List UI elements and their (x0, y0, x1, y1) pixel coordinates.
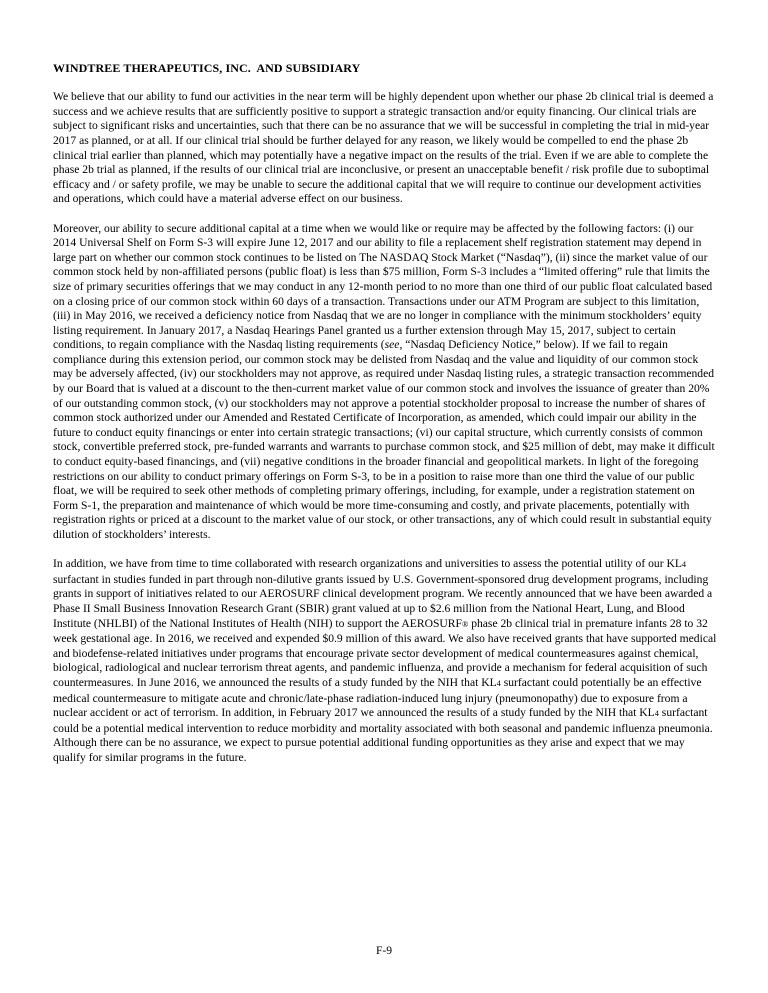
document-body (53, 61, 717, 766)
paragraph-funding-dependence: We believe that our ability to fund our activities in the near term will be highly dependent upon whether our phase 2b clinical trial is deemed a success and we achieve results that are sufficiently positive to support a strategic transaction and/or equity financing. Our clinical trials are subject to significant risks and uncertainties, such that there can be no assurance that we will be successful in completing the trial in mid-year 2017 as planned, or at all. If our clinical trial should be further delayed for any reason, we likely would be compelled to end the phase 2b clinical trial earlier than planned, which may potentially have a negative impact on the results of the trial. Even if we are able to complete the phase 2b trial as planned, if the results of our clinical trial are inconclusive, or present an unacceptable benefit / risk profile due to suboptimal efficacy and / or safety profile, we may be unable to secure the additional capital that we will require to continue our development activities and operations, which could have a material adverse effect on our business. (53, 90, 714, 206)
page-number: F-9 (375, 944, 393, 957)
paragraph-grants-collaboration: In addition, we have from time to time collaborated with research organizations and universities to assess the potential utility of our KL4 surfactant in studies funded in part through non-dilutive grants issued by U.S. Government-sponsored drug development programs, including grants in support of initiatives related to our AEROSURF clinical development program. We recently announced that we have been awarded a Phase II Small Business Innovation Research Grant (SBIR) grant valued at up to $2.6 million from the National Heart, Lung, and Blood Institute (NHLBI) of the National Institutes of Health (NIH) to support the AEROSURF® phase 2b clinical trial in premature infants 28 to 32 week gestational age. In 2016, we received and expended $0.9 million of this award. We also have received grants that have supported medical and biodefense-related initiatives under programs that encourage private sector development of medical countermeasures against chemical, biological, radiological and nuclear terrorism threat agents, and pandemic influenza, and provide a mechanism for federal acquisition of such countermeasures. In June 2016, we announced the results of a study funded by the NIH that KL4 surfactant could potentially be an effective medical countermeasure to mitigate acute and chronic/late-phase radiation-induced lung injury (pneumonopathy) due to exposure from a nuclear accident or act of terrorism. In addition, in February 2017 we announced the results of a study funded by the NIH that KL4 surfactant could be a potential medical intervention to reduce morbidity and mortality associated with both seasonal and pandemic influenza pneumonia. Although there can be no assurance, we expect to pursue potential additional funding opportunities as they arise and expect that we may qualify for similar programs in the future. (53, 557, 717, 764)
document-title: WINDTREE THERAPEUTICS, INC. AND SUBSIDIARY (53, 61, 361, 75)
paragraph-capital-factors: Moreover, our ability to secure additional capital at a time when we would like or require may be affected by the following factors: (i) our 2014 Universal Shelf on Form S-3 will expire June 12, 2017 and our ability to file a replacement shelf registration statement may depend in large part on whether our common stock continues to be listed on The NASDAQ Stock Market (“Nasdaq”), (ii) since the market value of our common stock held by non-affiliated persons (public float) is less than $75 million, Form S-3 includes a “limited offering” rule that limits the size of primary securities offerings that we may conduct in any 12-month period to no more than one third of our public float calculated based on a closing price of our common stock within 60 days of a transaction. Transactions under our ATM Program are subject to this limitation, (iii) in May 2016, we received a deficiency notice from Nasdaq that we are no longer in compliance with the minimum stockholders’ equity listing requirement. In January 2017, a Nasdaq Hearings Panel granted us a further extension through May 15, 2017, subject to certain conditions, to regain compliance with the Nasdaq listing requirements (see, “Nasdaq Deficiency Notice,” below). If we fail to regain compliance during this extension period, our common stock may be delisted from Nasdaq and the value and liquidity of our common stock may be adversely affected, (iv) our stockholders may not approve, as required under Nasdaq listing rules, a strategic transaction recommended by our Board that is valued at a discount to the then-current market value of our common stock and involves the issuance of greater than 20% of our outstanding common stock, (v) our stockholders may not approve a potential stockholder proposal to increase the number of shares of common stock authorized under our Amended and Restated Certificate of Incorporation, as amended, which could impair our ability in the future to conduct equity financings or enter into certain strategic transactions; (vi) our capital structure, which currently consists of common stock, convertible preferred stock, pre-funded warrants and warrants to purchase common stock, and $25 million of debt, may make it difficult to conduct equity-based financings, and (vii) negative conditions in the broader financial and geopolitical markets. In light of the foregoing restrictions on our ability to conduct primary offerings on Form S-3, to be in a position to raise more than one third the value of our public float, we will be required to seek other methods of completing primary offerings, including, for example, under a registration statement on Form S-1, the preparation and maintenance of which would be more time-consuming and costly, and private placements, potentially with registration rights or priced at a discount to the market value of our stock, or other transactions, any of which could result in substantial equity dilution of stockholders’ interests. (53, 221, 715, 541)
